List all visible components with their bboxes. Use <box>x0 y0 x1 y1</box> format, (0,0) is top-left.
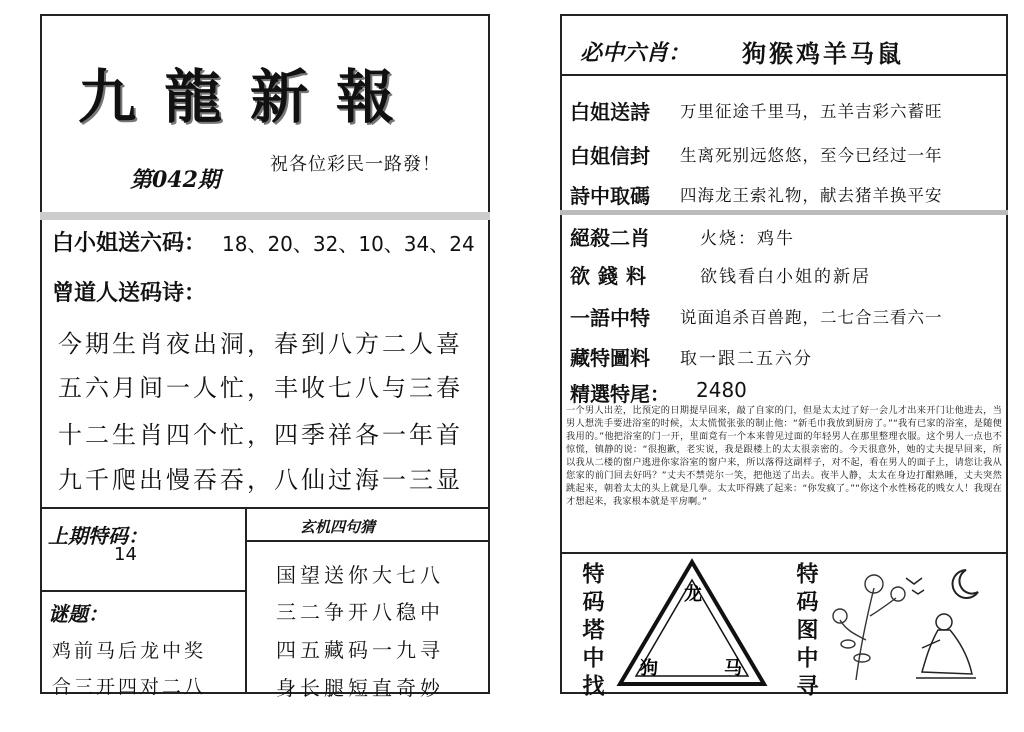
row-value: 万里征途千里马，五羊吉彩六蓄旺 <box>680 102 943 121</box>
divider <box>40 212 490 220</box>
poem-line: 九千爬出慢吞吞，八仙过海一三显 <box>58 466 463 494</box>
riddle-line: 鸡前马后龙中奖 <box>52 640 207 662</box>
divider <box>560 552 1008 554</box>
six-codes-label: 白小姐送六码： <box>52 231 207 256</box>
six-zodiac-value: 狗猴鸡羊马鼠 <box>742 40 904 68</box>
triangle-left-label: 狗 <box>640 658 658 679</box>
tail-label: 精選特尾： <box>570 382 670 406</box>
poem-line: 今期生肖夜出洞，春到八方二人喜 <box>58 330 463 358</box>
row-label: 白姐信封 <box>570 144 650 168</box>
story-text: 一个男人出差，比预定的日期提早回来，敲了自家的门，但是太太过了好一会儿才出来开门让他进去，当男人想洗手要进浴室的时候，太太慌慌张张的制止他：“新毛巾我放到厨房了。”“我有已家的浴室，是随便我用的。”他把浴室的门一开，里面竟有一个本来曾见过面的年轻男人在那里整理衣服。这个男人一点也不惊慌，镇静的说：“很抱歉，老实说，我是跟楼上的太太很亲密的。今天很意外，她的丈夫提早回来，所以我从二楼的窗户逃进你家浴室的窗户来，所以落得这副样子，对不起，看在男人的面子上，请您让我从您家的前门回去好吗？”丈夫不禁莞尔一笑，把他送了出去。夜半人静，太太在身边打酣熟睡，丈夫突然跳起来，朝着太太的头上就是几拳。太太吓得跳了起来：“你发疯了。”“你这个水性杨花的贱女人！我现在才想起来，我家根本就是平房啊。” <box>566 405 1002 507</box>
six-zodiac-label: 必中六肖： <box>580 41 691 66</box>
triangle-right-label: 马 <box>724 658 742 679</box>
row-value: 四海龙王索礼物，献去猪羊换平安 <box>680 186 943 205</box>
mystery-title: 玄机四句猜 <box>300 518 376 536</box>
divider <box>560 210 1008 215</box>
last-code-label: 上期特码： <box>48 524 148 548</box>
poem-line: 五六月间一人忙，丰收七八与三春 <box>58 374 463 402</box>
mystery-line: 国望送你大七八 <box>276 563 444 587</box>
row-label: 一語中特 <box>570 306 650 330</box>
riddle-label: 谜题： <box>48 602 108 626</box>
row-label: 白姐送詩 <box>570 100 650 124</box>
mystery-line: 身长腿短直奇妙 <box>276 676 444 700</box>
divider <box>40 507 490 509</box>
row-value: 欲钱看白小姐的新居 <box>700 267 871 287</box>
poem-line: 十二生肖四个忙，四季祥各一年首 <box>58 421 463 449</box>
triangle-diagram <box>612 558 772 690</box>
row-label: 欲錢料 <box>570 264 654 288</box>
illustration-image <box>826 560 1006 692</box>
poem-label: 曾道人送码诗： <box>52 281 207 306</box>
bird-icon <box>906 578 924 594</box>
divider <box>40 590 245 592</box>
row-value: 火烧：鸡牛 <box>700 229 795 249</box>
tail-value: 2480 <box>696 378 747 402</box>
six-codes-value: 18、20、32、10、34、24 <box>222 232 475 256</box>
tower-label: 特码塔中找 <box>579 562 604 702</box>
row-value: 说面追杀百兽跑，二七合三看六一 <box>680 308 943 327</box>
mystery-line: 四五藏码一九寻 <box>276 638 444 662</box>
picture-label: 特码图中寻 <box>793 562 818 702</box>
riddle-line: 合三开四对二八 <box>52 676 207 698</box>
row-label: 詩中取碼 <box>570 184 650 208</box>
triangle-top-label: 龙 <box>684 584 702 605</box>
mystery-line: 三二争开八稳中 <box>276 600 444 624</box>
greeting-text: 祝各位彩民一路發！ <box>270 154 441 175</box>
last-code-value: 14 <box>114 544 137 565</box>
moon-icon <box>953 570 978 598</box>
divider <box>245 540 490 542</box>
divider <box>560 74 1008 76</box>
issue-number: 第042期 <box>130 167 220 193</box>
row-value: 取一跟二五六分 <box>680 349 813 369</box>
row-label: 絕殺二肖 <box>570 226 650 250</box>
row-label: 藏特圖料 <box>570 346 650 370</box>
figure-icon <box>916 614 976 678</box>
masthead-title: 九龍新報 <box>78 63 423 131</box>
row-value: 生离死别远悠悠，至今已经过一年 <box>680 146 943 165</box>
divider <box>245 507 247 694</box>
flower-icon <box>833 575 905 680</box>
